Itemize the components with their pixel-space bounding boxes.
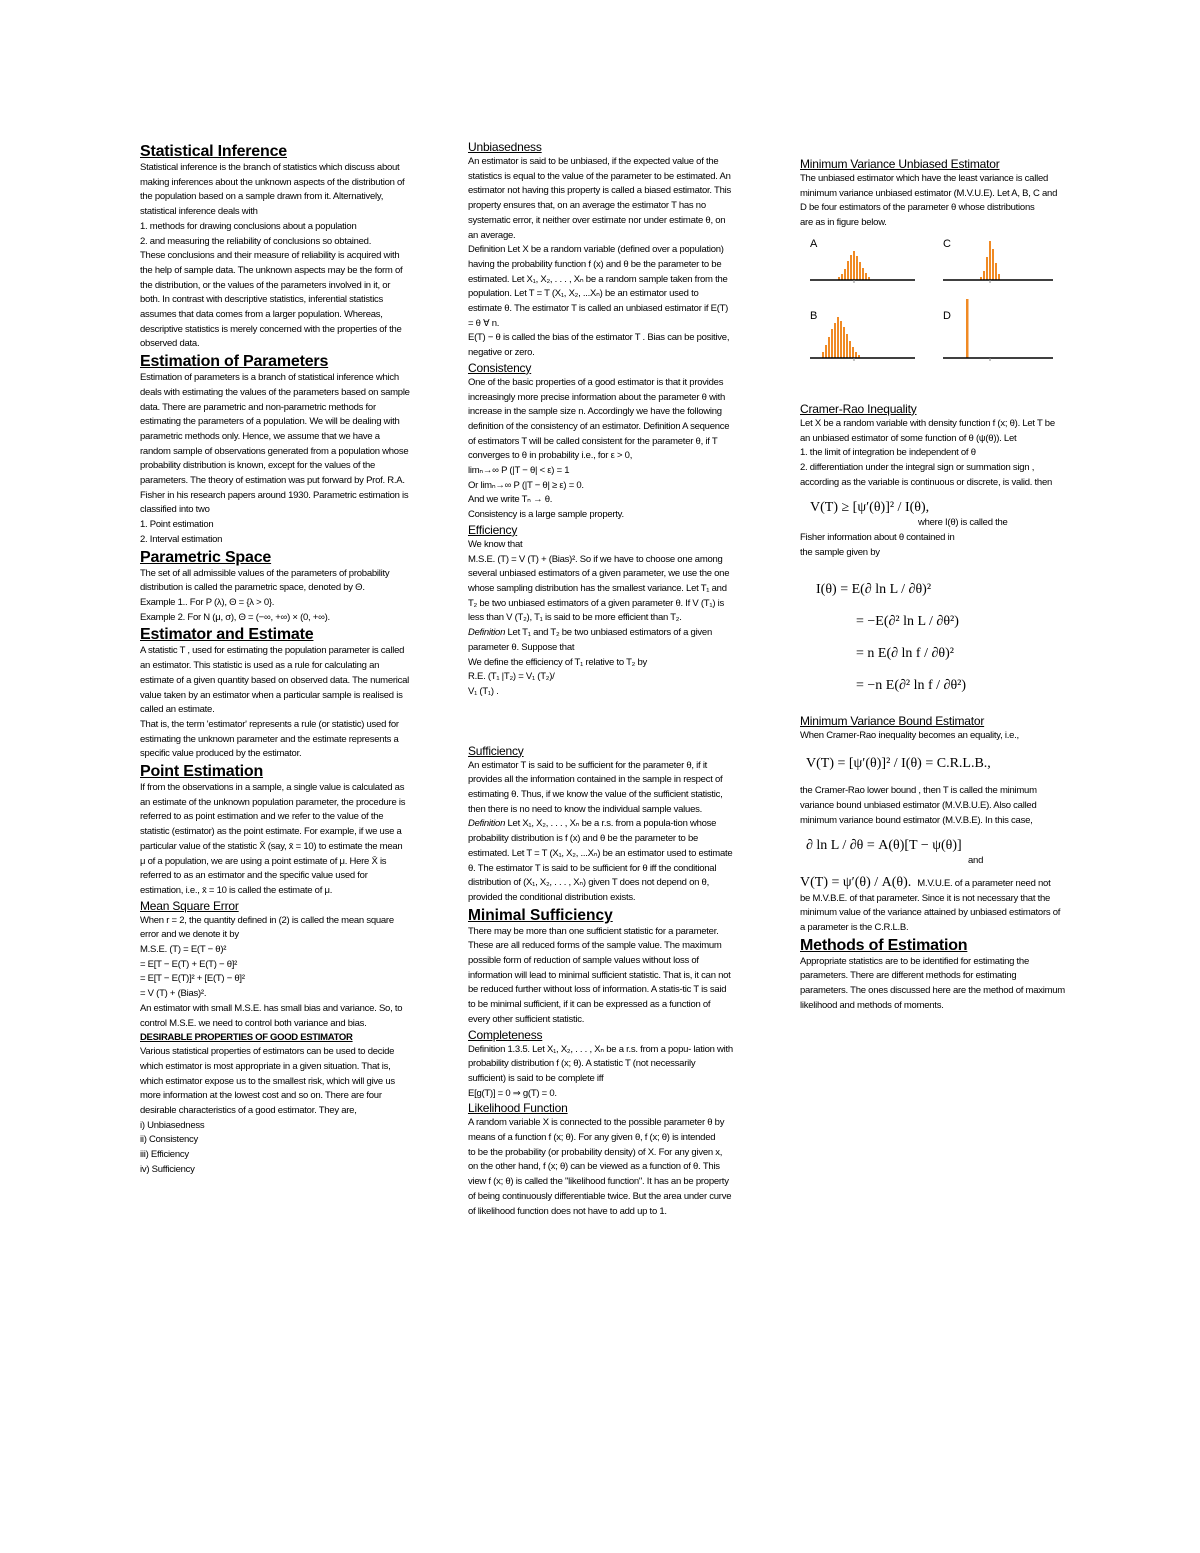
equation-score: ∂ ln L / ∂θ = A(θ)[T − ψ(θ)] (806, 838, 962, 854)
paragraph-mvbe: When Cramer-Rao inequality becomes an equality, i.e., (800, 730, 1019, 742)
paragraph-desirable-properties: Various statistical properties of estimators can be used to decide which estimator is most appropriate in a given situation. That is, which estimator expose us to the smallest risk, which will give us more information at the lowest cost and so on. There are four desirable characteristics of a good estimator. They are, i) Unbiasedness ii) Consistency iii) Efficiency iv) Sufficiency (140, 1046, 395, 1175)
section-gap (468, 700, 733, 744)
histogram-c (980, 241, 1000, 280)
heading-desirable-properties: DESIRABLE PROPERTIES OF GOOD ESTIMATOR (140, 1032, 353, 1044)
heading-mvbe: Minimum Variance Bound Estimator (800, 714, 985, 729)
fisher-line-4: = −n E(∂² ln f / ∂θ²) (856, 678, 967, 694)
heading-mvue: Minimum Variance Unbiased Estimator (800, 157, 1000, 171)
heading-statistical-inference: Statistical Inference (140, 143, 287, 160)
heading-point-estimation: Point Estimation (140, 763, 264, 781)
paragraph-consistency: One of the basic properties of a good estimator is that it provides increasingly more precise information about the parameter θ with increase in the sample size n. Accordingly we have the following definition of the consistency of an estimator. Definition A sequence of estimators T will be called consistent for the parameter θ, if T converges to θ in probability i.e., for ε > 0, limₙ→∞ P (|T − θ| < ε) = 1 Or limₙ→∞ P (|T − θ| ≥ ε) = 0. And we write Tₙ → θ. Consistency is a large sample property. (468, 376, 730, 521)
fisher-line-1: I(θ) = E(∂ ln L / ∂θ)² (816, 582, 932, 598)
section-gap (800, 372, 1065, 402)
paragraph-mvue: The unbiased estimator which have the least variance is called minimum variance unbiased estimator (M.V.U.E). Let A, B, C and D be four estimators of the parameter θ whose distributions are as in figure below. (800, 173, 1058, 229)
histogram-a (838, 251, 870, 280)
paragraph-efficiency-definition (468, 626, 733, 700)
paragraph-parametric-space: The set of all admissible values of the parameters of probability distribution is called the parametric space, denoted by Θ. Example 1.. For P (λ), Θ = {λ > 0}. Example 2. For N (μ, σ), Θ = (−∞, +∞) × (0, +∞). (140, 567, 390, 623)
cramer-where-text: where I(θ) is called the (918, 517, 1008, 529)
heading-cramer-rao-inequality: Cramer-Rao Inequality (800, 401, 917, 416)
paragraph-minimal-sufficiency: There may be more than one sufficient statistic for a parameter. These are all reduced forms of the sample value. The maximum possible form of reduction of sample values without loss of information will lead to minimal sufficient statistic. That is, it can not be reduced further without loss of information. A statis-tic T is said to be minimal sufficient, if it can be expressed as a function of every other sufficient statistic. (468, 925, 731, 1025)
paragraph-mvbe-tail: be M.V.B.E. of that parameter. Since it is not necessary that the minimum value of the variance attained by unbiased estimators of a parameter is the C.R.L.B. (800, 892, 1061, 934)
paragraph-unbiasedness: An estimator is said to be unbiased, if the expected value of the statistics is equal to the value of the parameter to be estimated. An estimator not having this property is called a biased estimator. This property ensures that, on an average the estimator T has no systematic error, it neither over estimate nor under estimate θ, on an average. Definition Let X be a random variable (defined over a population) having the probability function f (x) and θ be the parameter to be estimated. Let X₁, X₂, . . . , Xₙ be a random sample taken from the population. Let T = T (X₁, X₂, ...Xₙ) be an estimator used to estimate θ. The estimator T is called an unbiased estimator if E(T) = θ ∀ n. E(T) − θ is called the bias of the estimator T . Bias can be positive, negative or zero. (468, 156, 731, 359)
paragraph-sufficiency-definition (468, 817, 733, 905)
paragraph-sufficiency: An estimator T is said to be sufficient for the parameter θ, if it provides all the information contained in the sample in respect of estimating θ. Thus, if we know the value of the sufficient statistic, then there is no need to know the individual sample values. (468, 759, 723, 815)
heading-estimation-of-parameters: Estimation of Parameters (140, 353, 329, 371)
equation-crlb: V(T) = [ψ′(θ)]² / I(θ) = C.R.L.B., (806, 756, 991, 772)
paragraph-efficiency: We know that M.S.E. (T) = V (T) + (Bias)². So if we have to choose one among several unbiased estimators of a given parameter, we use the one whose sampling distribution has the smallest variance. Let T₁ and T₂ be two unbiased estimators of a given parameter θ. If V (T₁) is less than V (T₂), T₁ is said to be more efficient than T₂. (468, 538, 730, 624)
definition-label: Definition (468, 627, 506, 639)
heading-efficiency: Efficiency (468, 522, 518, 537)
paragraph-methods-of-estimation: Appropriate statistics are to be identified for estimating the parameters. There are different methods for estimating parameters. The ones discussed here are the method of maximum likelihood and methods of moments. (800, 955, 1065, 1011)
equation-cramer-rao: V(T) ≥ [ψ′(θ)]² / I(θ), (810, 500, 930, 516)
column-left (140, 142, 410, 1178)
definition-text: Let T₁ and T₂ be two unbiased estimators of a given parameter θ. Suppose that We define the efficiency of T₁ relative to T₂ by R.E. (T₁ |T₂) = V₁ (T₂)/ V₁ (T₁) . (468, 627, 713, 697)
paragraph-statistical-inference: Statistical inference is the branch of statistics which discuss about making inferences about the unknown aspects of the distribution of the population based on a sample drawn from it. Alternatively, statistical inference deals with 1. methods for drawing conclusions about a population 2. and measuring the reliability of conclusions so obtained. These conclusions and their measure of reliability is acquired with the help of sample data. The unknown aspects may be the form of the distribution, or the values of the parameters involved in it, or both. In contrast with descriptive statistics, inferential statistics assumes that data comes from a larger population. Whereas, descriptive statistics is merely concerned with the properties of the observed data. (140, 162, 405, 350)
heading-sufficiency: Sufficiency (468, 743, 524, 758)
heading-likelihood-function: Likelihood Function (468, 1101, 568, 1116)
paragraph-estimation-of-parameters: Estimation of parameters is a branch of statistical inference which deals with estimating the values of the parameters based on sample data. There are parametric and non-parametric methods for estimating the parameters of a population. We will be dealing with parametric methods only. Hence, we assume that we have a random sample of observations generated from a population whose probability distribution is known, except for the values of the parameters. The theory of estimation was put forward by Prof. R.A. Fisher in his research papers around 1930. Parametric estimation is classified into two 1. Point estimation 2. Interval estimation (140, 372, 410, 545)
column-right (800, 157, 1065, 1014)
definition-text: Let X₁, X₂, . . . , Xₙ be a r.s. from a popula-tion whose probability distribution is f (x) and θ be the parameter to be estimated. Let T = T (X₁, X₂, ...Xₙ) be an estimator used to estimate θ. The estimator T is said to be sufficient for θ iff the conditional distribution of (X₁, X₂, . . . , Xₙ) given T does not depend on θ, provided the conditional distribution exists. (468, 818, 733, 903)
paragraph-likelihood-function: A random variable X is connected to the possible parameter θ by means of a function f (x; θ). For any given θ, f (x; θ) is intended to be the probability (or probability density) of X. For any given x, on the other hand, f (x; θ) can be viewed as a function of θ. This view f (x; θ) is called the "likelihood function". It has an be property of being continuously differentiable twice. But the area under curve of likelihood function does not have to add up to 1. (468, 1117, 732, 1217)
paragraph-point-estimation: If from the observations in a sample, a single value is calculated as an estimate of the unknown population parameter, the procedure is referred to as point estimation and we refer to the value of the statistic (estimator) as the point estimate. For example, if we use a particular value of the statistic X̄ (say, x̄ = 10) to estimate the mean μ of a population, we are using a point estimate of μ. Here X̄ is referred to as an estimator and the specific value used for estimation, i.e., x̄ = 10 is called the estimate of μ. (140, 782, 406, 896)
estimator-distributions-figure (800, 237, 1065, 372)
paragraph-completeness: Definition 1.3.5. Let X₁, X₂, . . . , Xₙ be a r.s. from a popu- lation with probability distribution f (x; θ). A statistic T (not necessarily sufficient) is said to be complete iff E[g(T)] = 0 ⇒ g(T) = 0. (468, 1043, 733, 1099)
figure-label-a: A (810, 237, 818, 250)
heading-mean-square-error: Mean Square Error (140, 898, 239, 913)
paragraph-estimator-and-estimate: A statistic T , used for estimating the population parameter is called an estimator. This statistic is used as a rule for calculating an estimate of a given quantity based on observed data. The numerical value taken by an estimator when a particular sample is realised is called an estimate. That is, the term 'estimator' represents a rule (or statistic) used for estimating the unknown parameter and the estimate represents a specific value produced by the estimator. (140, 645, 410, 760)
fisher-line-2: = −E(∂² ln L / ∂θ²) (856, 614, 959, 630)
histogram-b (822, 317, 860, 358)
heading-unbiasedness: Unbiasedness (468, 140, 542, 154)
paragraph-mvbe-2: the Cramer-Rao lower bound , then T is called the minimum variance bound unbiased estimator (M.V.B.U.E). Also called minimum variance bound estimator (M.V.B.E). In this case, (800, 785, 1037, 826)
mvbe-tail-1: M.V.U.E. of a parameter need not (917, 877, 1051, 889)
heading-estimator-and-estimate: Estimator and Estimate (140, 626, 314, 644)
figure-label-c: C (943, 237, 951, 250)
figure-label-d: D (943, 309, 951, 322)
spike-d (966, 299, 969, 358)
heading-minimal-sufficiency: Minimal Sufficiency (468, 906, 613, 924)
definition-label: Definition (468, 818, 506, 830)
section-gap (800, 702, 1065, 714)
figure-label-b: B (810, 309, 818, 322)
column-middle (468, 140, 733, 1219)
equation-fisher-information (816, 574, 1065, 702)
fisher-line-3: = n E(∂ ln f / ∂θ)² (856, 646, 954, 662)
heading-parametric-space: Parametric Space (140, 548, 272, 566)
heading-methods-of-estimation: Methods of Estimation (800, 936, 968, 954)
paragraph-fisher-information: Fisher information about θ contained in the sample given by (800, 532, 955, 558)
heading-completeness: Completeness (468, 1027, 543, 1042)
equation-variance: V(T) = ψ′(θ) / A(θ). (800, 874, 912, 890)
and-text: and (968, 855, 984, 867)
heading-consistency: Consistency (468, 360, 532, 375)
paragraph-cramer-rao: Let X be a random variable with density function f (x; θ). Let T be an unbiased estimator of some function of θ (ψ(θ)). Let 1. the limit of integration be independent of θ 2. differentiation under the integral sign or summation sign , according as the variable is continuous or discrete, is valid. then (800, 417, 1055, 488)
paragraph-mean-square-error: When r = 2, the quantity defined in (2) is called the mean square error and we denote it by M.S.E. (T) = E(T − θ)² = E[T − E(T) + E(T) − θ]² = E[T − E(T)]² + [E(T) − θ]² = V (T) + (Bias)². An estimator with small M.S.E. has small bias and variance. So, to control M.S.E. we need to control both variance and bias. (140, 914, 403, 1029)
